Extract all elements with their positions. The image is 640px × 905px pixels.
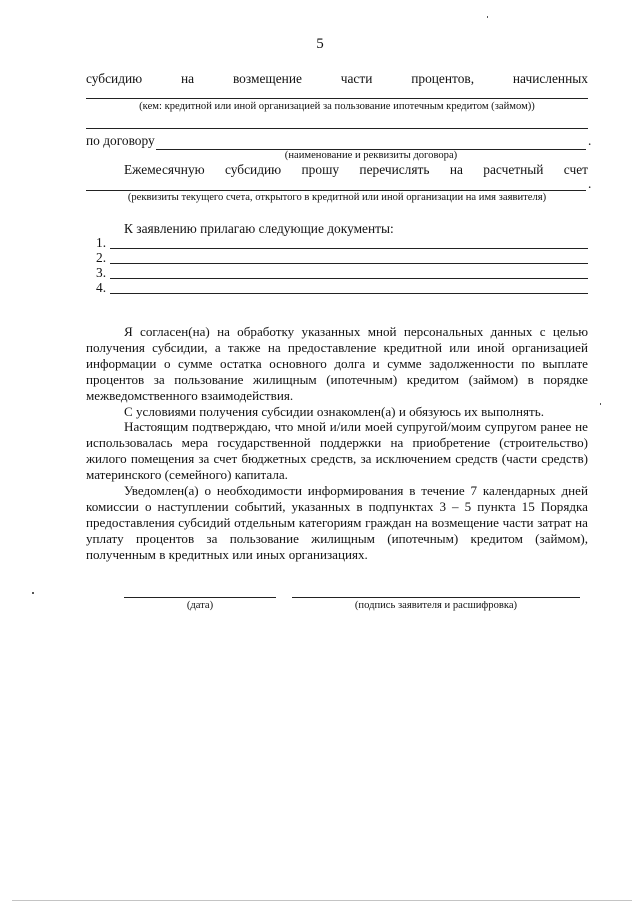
account-fill-line[interactable] [86, 190, 586, 191]
scan-speck [12, 900, 632, 901]
lender-caption: (кем: кредитной или иной организацией за пользование ипотечным кредитом (займом)) [139, 101, 535, 112]
transfer-word: перечислять [359, 162, 430, 177]
signature-caption: (подпись заявителя и расшифровка) [354, 600, 518, 611]
purpose-word: на [181, 71, 195, 86]
attachment-number: 4. [96, 280, 107, 295]
subsidy-purpose-line [86, 71, 588, 87]
date-fill-line[interactable] [124, 597, 276, 598]
notification-paragraph [86, 483, 588, 563]
lender-fill-line-2[interactable] [86, 128, 588, 129]
scan-speck [32, 592, 34, 594]
confirmation-text: Настоящим подтверждаю, что мной и/или моей супругой/моим супругом ранее не использовалась мера государственной поддержки на приобретение (строительство) жилого помещения за счет бюджетных средств, за исключением средств (части средств) материнского (семейного) капитала. [86, 419, 588, 483]
purpose-word: части [340, 71, 373, 86]
conditions-text: С условиями получения субсидии ознакомлен(а) и обязуюсь их выполнять. [124, 403, 545, 419]
transfer-word: расчетный [483, 162, 544, 177]
consent-paragraph [86, 324, 588, 404]
attachment-number: 3. [96, 265, 107, 280]
notification-text: Уведомлен(а) о необходимости информирования в течение 7 календарных дней комиссии о наступлении событий, указанных в подпунктах 3 – 5 пункта 15 Порядка предоставления субсидий отдельным категориям граждан на возмещение части затрат на уплату процентов за пользование жилищным (ипотечным) кредитом (займом), полученным в кредитных или иных организациях. [86, 483, 588, 562]
confirmation-paragraph [86, 419, 588, 483]
purpose-word: процентов, [411, 71, 475, 86]
page-number: 5 [316, 36, 324, 52]
transfer-word: прошу [301, 162, 340, 177]
attachment-number: 2. [96, 250, 107, 265]
scan-speck [487, 16, 488, 18]
consent-block [86, 324, 588, 563]
transfer-word: субсидию [224, 162, 282, 177]
scan-speck [600, 403, 601, 405]
purpose-word: возмещение [232, 71, 302, 86]
attachment-fill-line[interactable] [110, 248, 588, 249]
purpose-word: начисленных [512, 71, 588, 86]
conditions-paragraph [86, 404, 588, 420]
attachments-intro: К заявлению прилагаю следующие документы: [124, 221, 394, 236]
attachment-fill-line[interactable] [110, 293, 588, 294]
transfer-word: Ежемесячную [124, 162, 205, 177]
transfer-word: счет [563, 162, 588, 177]
attachment-number: 1. [96, 235, 107, 250]
transfer-word: на [449, 162, 463, 177]
contract-label: по договору [86, 133, 155, 148]
lender-fill-line[interactable] [86, 98, 588, 99]
monthly-transfer-line [124, 162, 588, 178]
consent-text: Я согласен(на) на обработку указанных мной персональных данных с целью получения субсидии, а также на предоставление кредитной или иной организацией информации о сумме остатка основного долга и сумме задолженности по выплате процентов за пользование жилищным (ипотечным) кредитом (займом) в порядке межведомственного взаимодействия. [86, 324, 588, 403]
attachment-fill-line[interactable] [110, 278, 588, 279]
date-caption: (дата) [186, 600, 214, 611]
account-period: . [588, 176, 592, 191]
contract-caption: (наименование и реквизиты договора) [284, 150, 458, 161]
account-caption: (реквизиты текущего счета, открытого в кредитной или иной организации на имя заявителя) [127, 192, 547, 203]
purpose-word: субсидию [86, 71, 143, 86]
contract-period: . [588, 133, 592, 148]
attachment-fill-line[interactable] [110, 263, 588, 264]
signature-fill-line[interactable] [292, 597, 580, 598]
